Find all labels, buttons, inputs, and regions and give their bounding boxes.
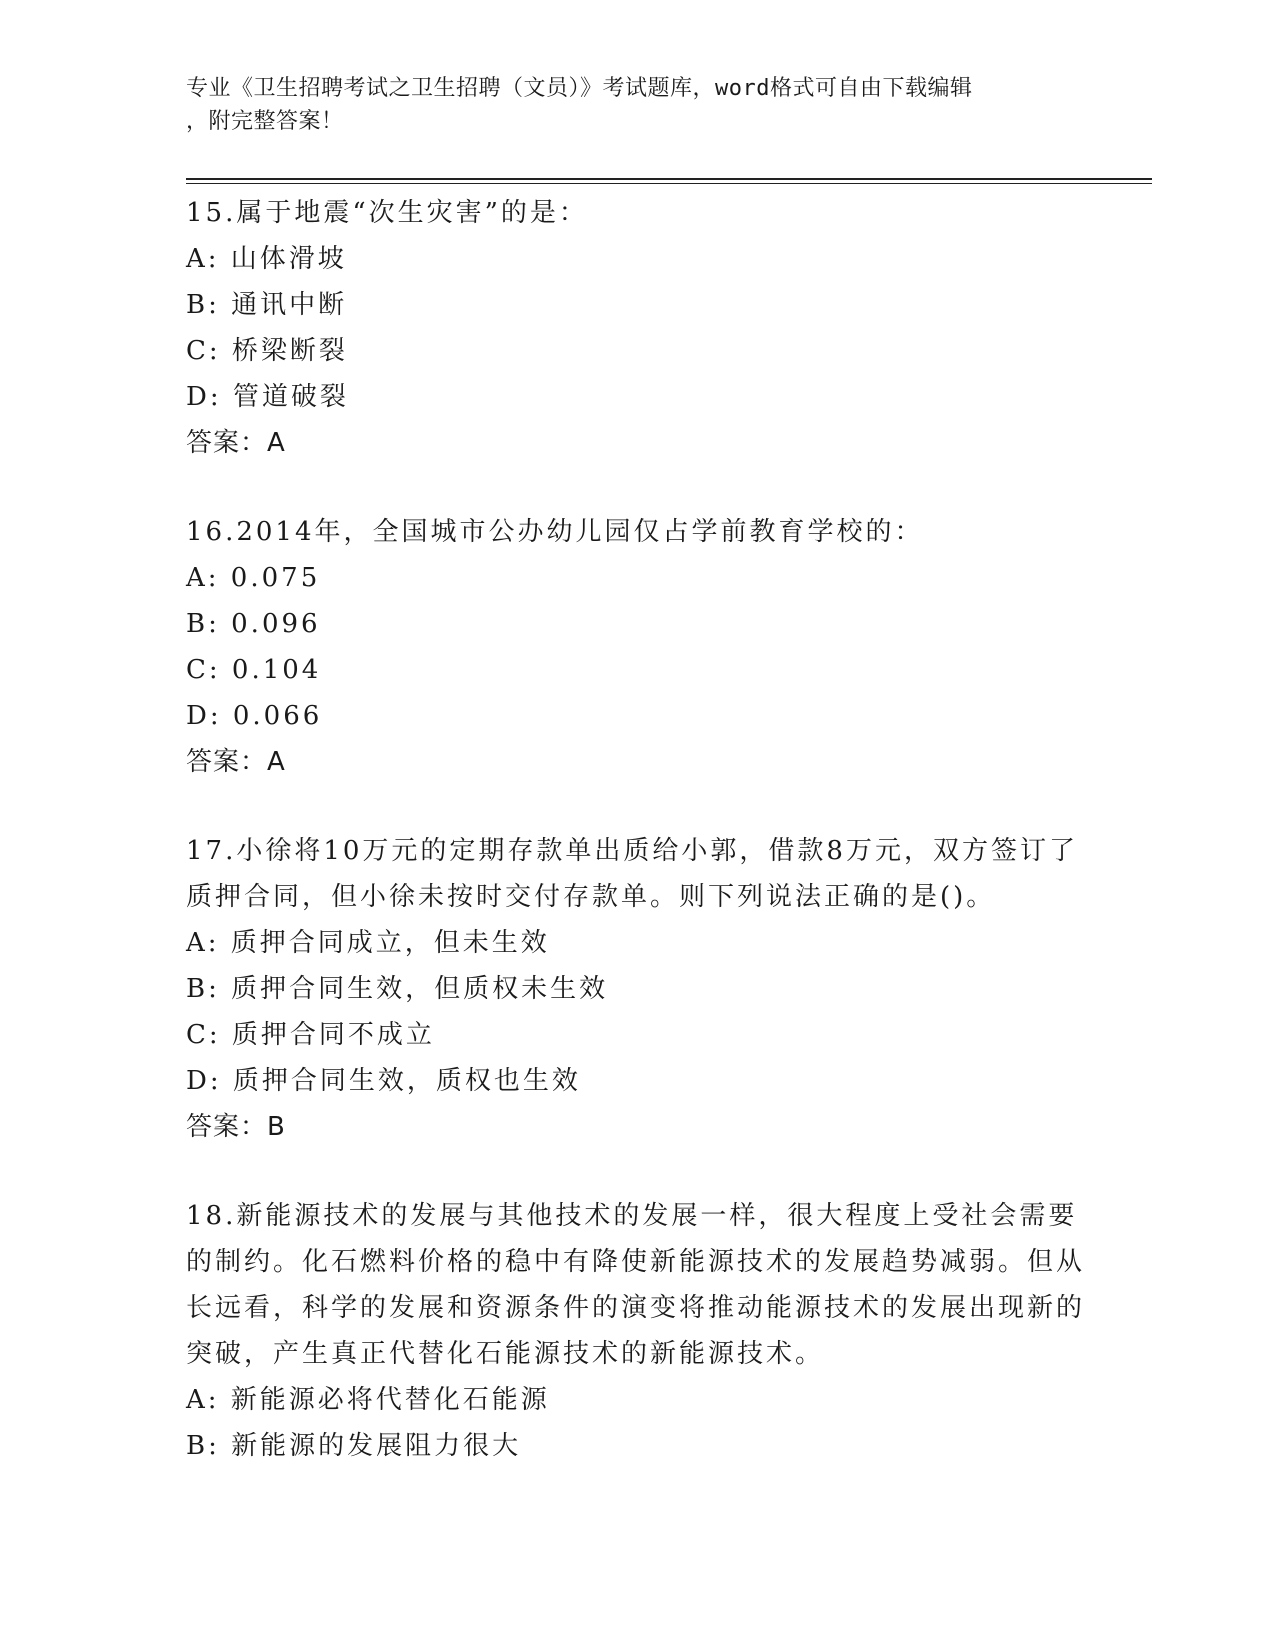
option-b: B: 新能源的发展阻力很大 — [186, 1431, 522, 1461]
header-line-1: 专业《卫生招聘考试之卫生招聘（文员）》考试题库，word格式可自由下载编辑 — [186, 76, 973, 101]
question-list — [186, 190, 1086, 1512]
option-d: D: 0.066 — [186, 701, 323, 731]
question-17 — [186, 828, 1086, 1150]
option-a: A: 新能源必将代替化石能源 — [186, 1385, 550, 1415]
option-b: B: 0.096 — [186, 609, 321, 639]
option-c: C: 质押合同不成立 — [186, 1020, 435, 1050]
option-b: B: 质押合同生效，但质权未生效 — [186, 974, 609, 1004]
question-18 — [186, 1193, 1086, 1469]
question-stem: 16.2014年，全国城市公办幼儿园仅占学前教育学校的： — [186, 517, 924, 547]
option-d: D: 质押合同生效，质权也生效 — [186, 1066, 581, 1096]
option-a: A: 0.075 — [186, 563, 321, 593]
question-stem: 15.属于地震“次生灾害”的是： — [186, 198, 588, 228]
option-d: D: 管道破裂 — [186, 382, 349, 412]
question-16 — [186, 509, 1086, 785]
question-15 — [186, 190, 1086, 466]
question-stem: 17.小徐将10万元的定期存款单出质给小郭，借款8万元，双方签订了质押合同，但小徐未按时交付存款单。则下列说法正确的是()。 — [186, 836, 1078, 912]
option-c: C: 桥梁断裂 — [186, 336, 348, 366]
header-divider-thin — [186, 183, 1152, 184]
question-stem: 18.新能源技术的发展与其他技术的发展一样，很大程度上受社会需要的制约。化石燃料价格的稳中有降使新能源技术的发展趋势减弱。但从长远看，科学的发展和资源条件的演变将推动能源技术的发展出现新的突破，产生真正代替化石能源技术的新能源技术。 — [186, 1201, 1086, 1369]
option-c: C: 0.104 — [186, 655, 322, 685]
header-divider-thick — [186, 178, 1152, 180]
answer: 答案：B — [186, 1112, 286, 1142]
answer: 答案：A — [186, 428, 286, 458]
answer: 答案：A — [186, 747, 286, 777]
option-a: A: 山体滑坡 — [186, 244, 347, 274]
document-header — [186, 72, 1066, 138]
header-line-2: ，附完整答案！ — [186, 109, 344, 134]
option-b: B: 通讯中断 — [186, 290, 348, 320]
option-a: A: 质押合同成立，但未生效 — [186, 928, 550, 958]
